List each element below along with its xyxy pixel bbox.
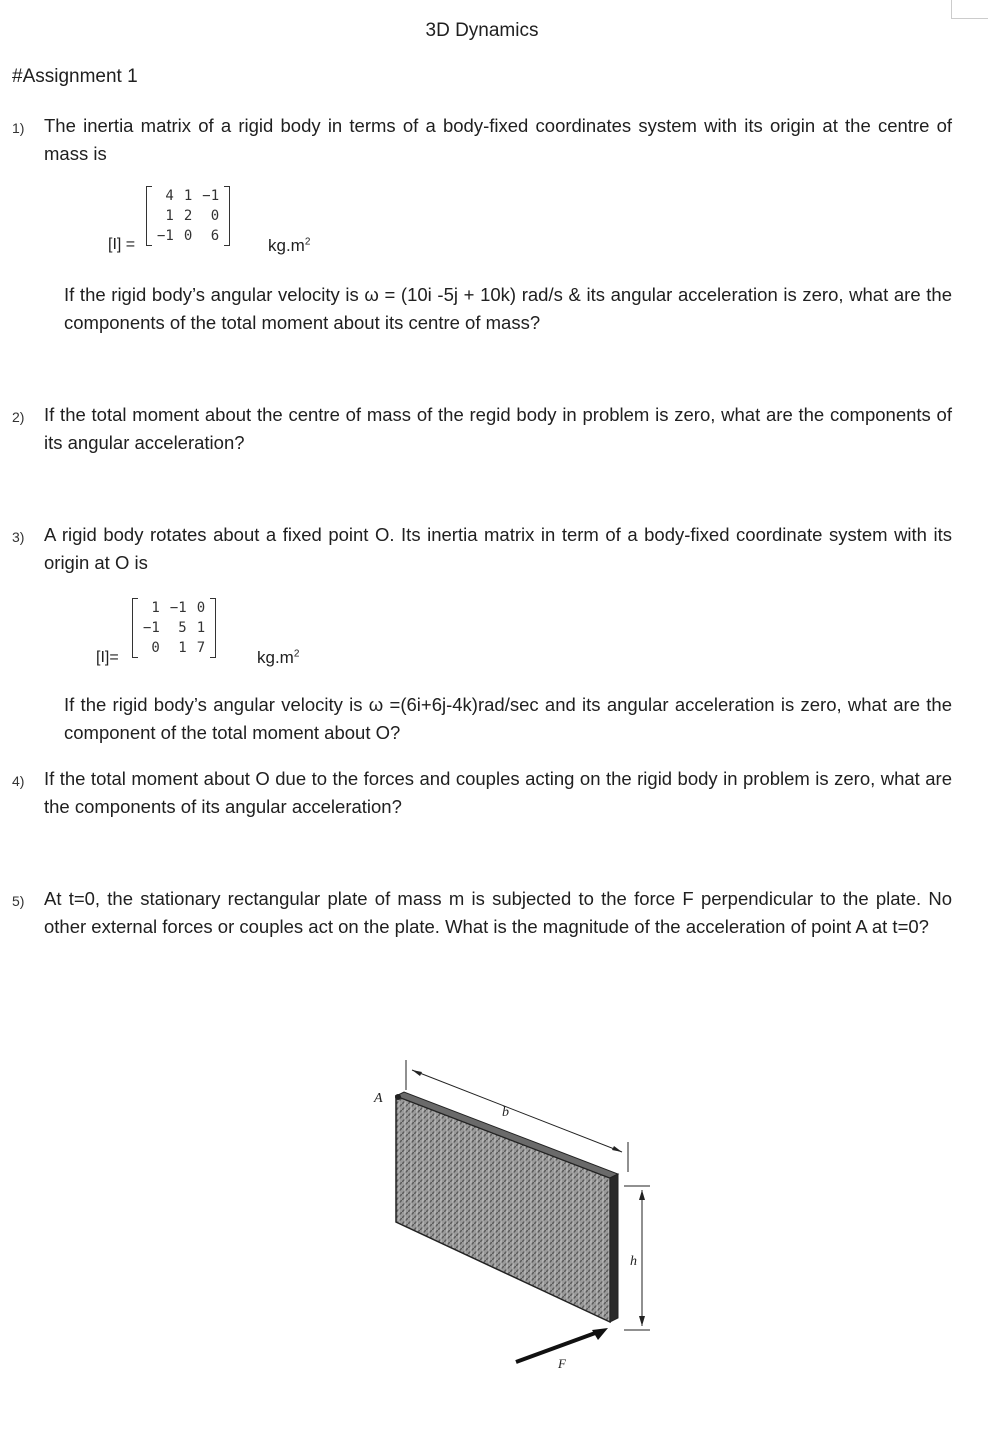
matrix-cell: −1: [157, 228, 174, 244]
matrix-cell: 1: [165, 208, 174, 224]
matrix-unit: $kg.m^2$: [257, 648, 300, 667]
point-a-label: A: [374, 1091, 383, 1106]
page-corner-decoration: [951, 0, 988, 19]
question-text: The inertia matrix of a rigid body in terms of a body-fixed coordinates system with its origin at the centre of mass is: [44, 115, 952, 164]
matrix-cell: 7: [196, 640, 206, 656]
page-title: 3D Dynamics: [425, 20, 539, 41]
matrix-cell: 1: [151, 600, 160, 616]
plate-figure: [360, 1050, 680, 1380]
question-number: 3): [12, 529, 25, 545]
question-number: 4): [12, 773, 25, 789]
question-text: A rigid body rotates about a fixed point O. Its inertia matrix in term of a body-fixed coordinate system with its origin at O is: [44, 524, 952, 573]
matrix-cell: 0: [151, 640, 160, 656]
matrix-cell: 0: [196, 600, 206, 616]
assignment-heading: #Assignment 1: [12, 66, 138, 87]
matrix-cell: 0: [183, 228, 193, 244]
question-text: If the total moment about O due to the forces and couples acting on the rigid body in problem is zero, what are the components of its angular acceleration?: [44, 768, 952, 817]
matrix-cell: 1: [183, 188, 193, 204]
matrix-cell: 0: [210, 208, 220, 224]
question-followup: If the rigid body’s angular velocity is ω =(6i+6j-4k)rad/sec and its angular acceleration is zero, what are the component of the total moment about O?: [64, 694, 952, 743]
plate-side-edge: [610, 1174, 618, 1322]
matrix-cell: −1: [143, 620, 160, 636]
matrix-label: [I] =: [108, 236, 136, 253]
matrix-cell: −1: [202, 188, 220, 204]
dim-b-label: b: [502, 1105, 509, 1120]
force-f-arrow-shaft: [516, 1332, 598, 1362]
matrix-cell: 1: [196, 620, 206, 636]
matrix-cell: 4: [165, 188, 174, 204]
question-number: 2): [12, 409, 25, 425]
point-a-marker: [395, 1094, 401, 1100]
matrix-cell: 1: [178, 640, 187, 656]
question-number: 5): [12, 893, 25, 909]
question-followup: If the rigid body’s angular velocity is ω = (10i -5j + 10k) rad/s & its angular acceleration is zero, what are the components of the total moment about its centre of mass?: [64, 284, 952, 333]
force-f-label: F: [558, 1356, 566, 1371]
matrix-cell: 6: [210, 228, 220, 244]
dim-b-arrow-right: [612, 1146, 622, 1152]
force-f-arrow-head: [592, 1328, 608, 1340]
matrix-label: [I]=: [96, 649, 119, 666]
dim-h-label: h: [630, 1254, 637, 1269]
matrix-unit: $kg.m^2$: [268, 236, 311, 255]
question-number: 1): [12, 120, 25, 136]
dim-h-arrow-top: [639, 1190, 645, 1200]
matrix-cell: 5: [178, 620, 187, 636]
matrix-cell: 2: [183, 208, 193, 224]
matrix-cell: −1: [169, 600, 187, 616]
inertia-matrix-2: [132, 598, 216, 658]
dim-b-arrow-left: [412, 1070, 422, 1076]
question-text: If the total moment about the centre of mass of the regid body in problem is zero, what are the components of its angular acceleration?: [44, 404, 952, 453]
inertia-matrix-1: [146, 186, 230, 246]
question-text: At t=0, the stationary rectangular plate of mass m is subjected to the force F perpendicular to the plate. No other external forces or couples act on the plate. What is the magnitude of the acceleration of point A at t=0?: [44, 888, 952, 937]
dim-h-arrow-bottom: [639, 1316, 645, 1326]
